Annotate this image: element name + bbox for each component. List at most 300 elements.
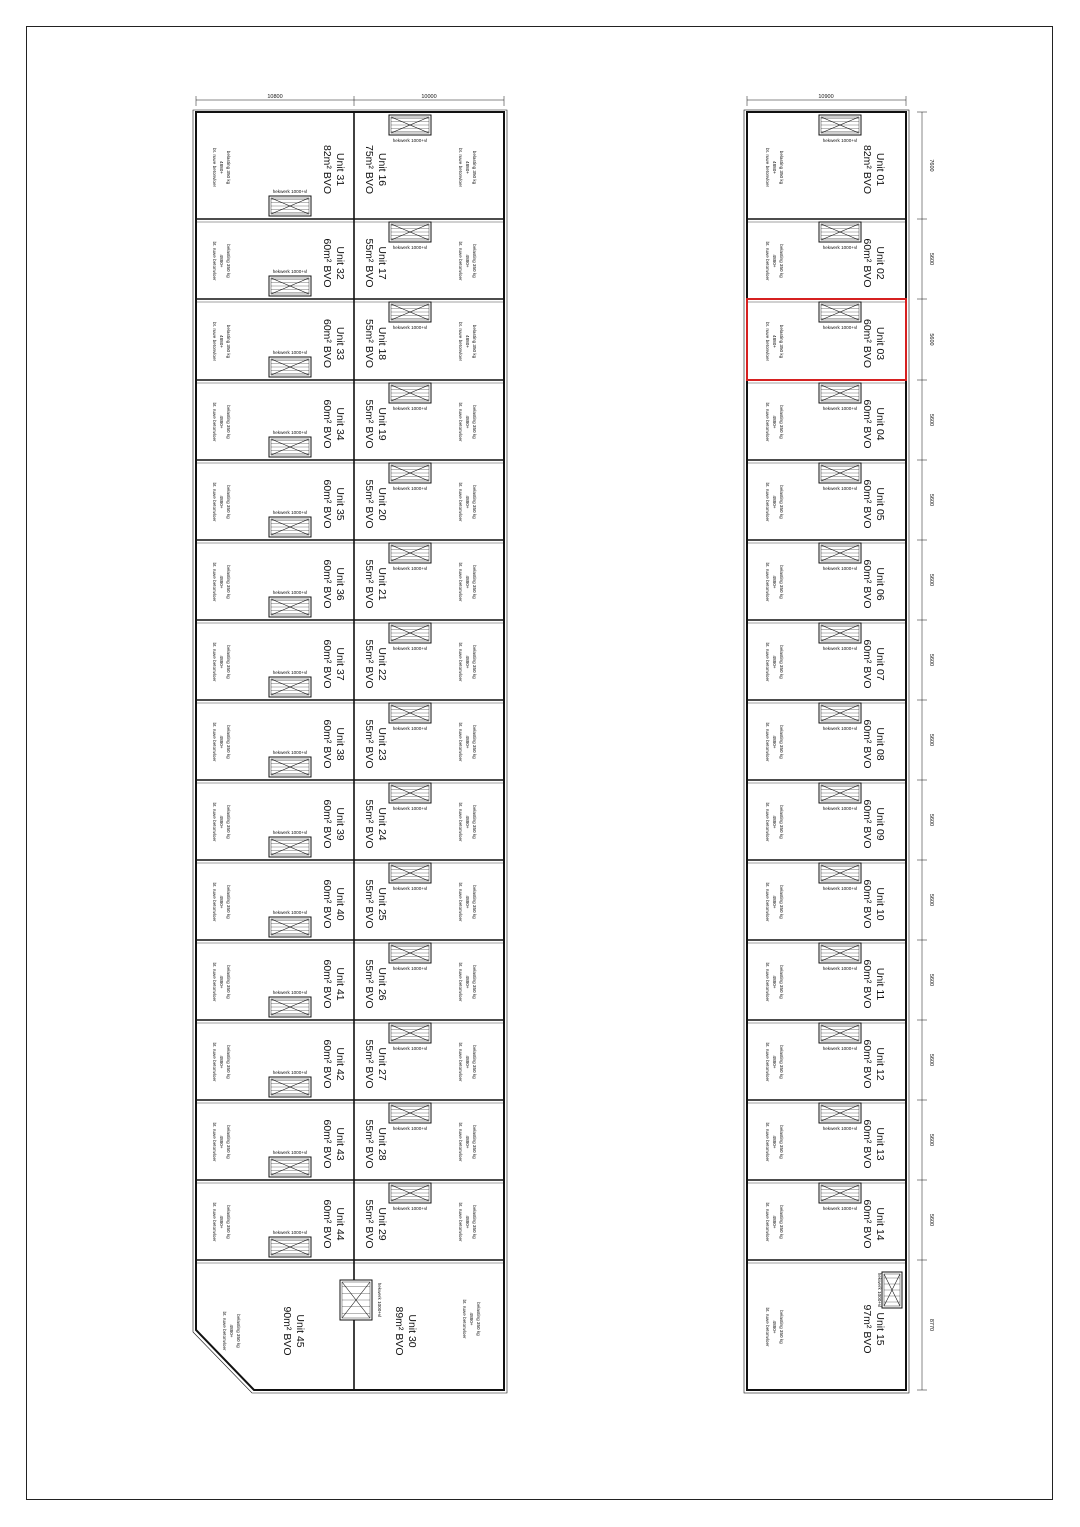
unit-name: Unit 26 <box>376 967 388 1001</box>
floor-note-line-2: 4880+ <box>772 1135 777 1149</box>
hatch-crate-icon <box>389 1103 431 1123</box>
unit-cell <box>363 1023 477 1089</box>
unit-cell <box>363 1103 477 1169</box>
dim-label-right-side: 5600 <box>928 493 934 507</box>
rail-note: hekwerk 1000+vl <box>272 189 308 194</box>
floor-note-line-1: bt. ruwe betonvloer <box>212 882 217 922</box>
unit-area: 60m² BVO <box>861 479 873 529</box>
hatch-crate-icon <box>819 623 861 643</box>
rail-note: hekwerk 1000+vl <box>822 966 858 971</box>
floor-note-line-3: belasting 350 kg <box>779 1310 784 1344</box>
rail-note: hekwerk 1000+vl <box>272 1230 308 1235</box>
floor-note-line-1: bt. ruwe betonvloer <box>458 321 463 362</box>
floor-note-line-3: belasting 350 kg <box>472 565 477 599</box>
unit-name: Unit 24 <box>376 807 388 841</box>
floor-note-line-2: 4880+ <box>219 1055 224 1069</box>
unit-name: Unit 35 <box>334 487 346 521</box>
floor-note-line-2: 4880+ <box>772 335 777 348</box>
unit-area: 60m² BVO <box>321 1119 333 1169</box>
unit-area: 60m² BVO <box>861 1199 873 1249</box>
unit-area: 55m² BVO <box>363 719 375 769</box>
unit-name: Unit 22 <box>376 647 388 681</box>
floor-note-line-1: bt. ruwe betonvloer <box>458 882 463 922</box>
hatch-crate-icon <box>389 1023 431 1043</box>
hatch-crate-icon <box>269 357 311 377</box>
unit-name: Unit 38 <box>334 727 346 761</box>
unit-cell <box>765 115 886 194</box>
rail-note: hekwerk 1000+vl <box>377 1282 382 1318</box>
dim-label-top-left-a: 10800 <box>267 94 283 100</box>
hatch-crate-icon <box>269 677 311 697</box>
unit-name: Unit 20 <box>376 487 388 521</box>
floor-note-line-3: belasting 350 kg <box>472 965 477 999</box>
unit-cell <box>765 383 886 449</box>
floor-note-line-3: belasting 350 kg <box>226 805 231 839</box>
rail-note: hekwerk 1000+vl <box>822 1046 858 1051</box>
unit-cell <box>212 145 346 216</box>
hatch-crate-icon <box>340 1280 372 1320</box>
unit-name: Unit 09 <box>874 807 886 841</box>
unit-name: Unit 04 <box>874 407 886 441</box>
floor-note-line-2: 4880+ <box>229 1324 234 1338</box>
unit-area: 60m² BVO <box>861 1119 873 1169</box>
floor-note-line-2: 4880+ <box>465 655 470 669</box>
floor-note-line-2: 4880+ <box>219 335 224 348</box>
hatch-crate-icon <box>389 703 431 723</box>
unit-area: 75m² BVO <box>363 144 375 195</box>
dim-label-right-side: 5600 <box>928 653 934 667</box>
unit-cell <box>212 959 346 1017</box>
floor-note-line-3: belasting 350 kg <box>472 725 477 759</box>
floor-note-line-3: belasting 350 kg <box>779 405 784 439</box>
unit-cell <box>765 1183 886 1249</box>
dim-label-right-side: 5600 <box>928 573 934 587</box>
unit-name: Unit 07 <box>874 647 886 681</box>
hatch-crate-icon <box>819 1103 861 1123</box>
hatch-crate-icon <box>819 1183 861 1203</box>
unit-area: 82m² BVO <box>321 144 333 195</box>
floor-note-line-1: bt. ruwe betonvloer <box>212 321 217 362</box>
rail-note: hekwerk 1000+vl <box>272 430 308 435</box>
unit-cell <box>212 719 346 777</box>
hatch-crate-icon <box>269 837 311 857</box>
hatch-crate-icon <box>269 437 311 457</box>
rail-note: hekwerk 1000+vl <box>392 1046 428 1051</box>
hatch-crate-icon <box>269 1237 311 1257</box>
floor-note-line-3: belasting 350 kg <box>226 1045 231 1079</box>
floor-note-line-2: 4880+ <box>772 161 777 174</box>
dim-label-right-side: 5600 <box>928 733 934 747</box>
unit-cell <box>212 238 346 296</box>
hatch-crate-icon <box>819 115 861 135</box>
floor-note-line-1: bt. ruwe betonvloer <box>458 562 463 602</box>
floor-note-line-2: 4880+ <box>465 735 470 749</box>
rail-note: hekwerk 1000+vl <box>822 406 858 411</box>
rail-note: hekwerk 1000+vl <box>272 1070 308 1075</box>
hatch-crate-icon <box>269 757 311 777</box>
dim-label-top-right: 10900 <box>818 94 834 100</box>
unit-name: Unit 45 <box>294 1314 306 1348</box>
unit-cell <box>363 623 477 689</box>
unit-area: 55m² BVO <box>363 559 375 609</box>
floor-note-line-3: belasting 350 kg <box>779 1045 784 1079</box>
floor-note-line-3: belasting 350 kg <box>779 150 784 185</box>
floor-note-line-2: 4880+ <box>772 575 777 589</box>
unit-cell <box>765 943 886 1009</box>
rail-note: hekwerk 1000+vl <box>272 750 308 755</box>
unit-area: 60m² BVO <box>861 318 873 369</box>
unit-cell <box>212 319 346 377</box>
unit-name: Unit 43 <box>334 1127 346 1161</box>
unit-cell <box>765 1023 886 1089</box>
unit-name: Unit 33 <box>334 326 346 361</box>
unit-cell <box>765 1272 902 1354</box>
unit-name: Unit 27 <box>376 1047 388 1081</box>
rail-note: hekwerk 1000+vl <box>392 886 428 891</box>
hatch-crate-icon <box>269 196 311 216</box>
floor-note-line-1: bt. ruwe betonvloer <box>212 482 217 522</box>
floor-note-line-1: bt. ruwe betonvloer <box>458 642 463 682</box>
floor-note-line-1: bt. ruwe betonvloer <box>765 1122 770 1162</box>
unit-cell <box>363 783 477 849</box>
floor-note-line-1: bt. ruwe betonvloer <box>212 402 217 442</box>
unit-area: 55m² BVO <box>363 879 375 929</box>
dim-label-top-left-b: 10000 <box>421 94 437 100</box>
floor-note-line-1: bt. ruwe betonvloer <box>212 1202 217 1242</box>
rail-note: hekwerk 1000+vl <box>392 138 428 143</box>
rail-note: hekwerk 1000+vl <box>392 566 428 571</box>
unit-cell <box>363 222 477 288</box>
floor-note-line-3: belasting 350 kg <box>779 565 784 599</box>
floor-note-line-3: belasting 350 kg <box>472 405 477 439</box>
hatch-crate-icon <box>389 863 431 883</box>
rail-note: hekwerk 1000+vl <box>392 406 428 411</box>
floor-note-line-2: 4880+ <box>772 415 777 429</box>
hatch-crate-icon <box>819 1023 861 1043</box>
floor-note-line-1: bt. ruwe betonvloer <box>458 1122 463 1162</box>
hatch-crate-icon <box>819 703 861 723</box>
floor-note-line-3: belasting 350 kg <box>472 244 477 278</box>
floor-note-line-3: belasting 350 kg <box>779 805 784 839</box>
rail-note: hekwerk 1000+vl <box>272 1150 308 1155</box>
floor-note-line-3: belasting 350 kg <box>226 324 231 359</box>
unit-name: Unit 12 <box>874 1047 886 1081</box>
floor-note-line-3: belasting 350 kg <box>226 405 231 439</box>
rail-note: hekwerk 1000+vl <box>392 245 428 250</box>
unit-name: Unit 28 <box>376 1127 388 1161</box>
unit-cell <box>363 463 477 529</box>
floor-note-line-3: belasting 350 kg <box>226 485 231 519</box>
floor-note-line-2: 4880+ <box>465 1055 470 1069</box>
rail-note: hekwerk 1000+vl <box>822 325 858 330</box>
floor-note-line-3: belasting 350 kg <box>472 150 477 185</box>
floor-note-line-3: belasting 350 kg <box>779 645 784 679</box>
hatch-crate-icon <box>269 997 311 1017</box>
unit-name: Unit 40 <box>334 887 346 921</box>
rail-note: hekwerk 1000+vl <box>392 966 428 971</box>
rail-note: hekwerk 1000+vl <box>392 1126 428 1131</box>
hatch-crate-icon <box>389 302 431 322</box>
floor-note-line-2: 4880+ <box>219 735 224 749</box>
floor-note-line-2: 4880+ <box>219 655 224 669</box>
floor-note-line-1: bt. ruwe betonvloer <box>458 1202 463 1242</box>
rail-note: hekwerk 1000+vl <box>392 486 428 491</box>
unit-name: Unit 16 <box>376 152 388 187</box>
rail-note: hekwerk 1000+vl <box>272 269 308 274</box>
floor-note-line-2: 4880+ <box>465 495 470 509</box>
unit-name: Unit 10 <box>874 887 886 921</box>
floor-note-line-2: 4880+ <box>465 575 470 589</box>
hatch-crate-icon <box>269 917 311 937</box>
floor-note-line-1: bt. ruwe betonvloer <box>212 722 217 762</box>
unit-name: Unit 01 <box>874 152 886 187</box>
unit-area: 55m² BVO <box>363 1119 375 1169</box>
floor-note-line-2: 4880+ <box>772 1320 777 1334</box>
dim-label-right-side: 5600 <box>928 413 934 427</box>
floor-note-line-3: belasting 350 kg <box>779 485 784 519</box>
rail-note: hekwerk 1000+vl <box>822 646 858 651</box>
rail-note: hekwerk 1000+vl <box>272 670 308 675</box>
hatch-crate-icon <box>389 383 431 403</box>
floor-note-line-3: belasting 350 kg <box>472 1205 477 1239</box>
unit-name: Unit 29 <box>376 1207 388 1241</box>
unit-name: Unit 13 <box>874 1127 886 1161</box>
floor-note-line-2: 4880+ <box>772 254 777 268</box>
unit-cell <box>212 559 346 617</box>
unit-cell <box>363 703 477 769</box>
hatch-crate-icon <box>389 115 431 135</box>
hatch-crate-icon <box>269 517 311 537</box>
unit-cell <box>212 1199 346 1257</box>
floor-note-line-1: bt. ruwe betonvloer <box>212 562 217 602</box>
floor-note-line-2: 4880+ <box>219 254 224 268</box>
floor-note-line-2: 4880+ <box>772 1055 777 1069</box>
floor-note-line-1: bt. ruwe betonvloer <box>462 1299 467 1339</box>
unit-area: 55m² BVO <box>363 238 375 288</box>
floor-note-line-3: belasting 350 kg <box>472 1125 477 1159</box>
floor-note-line-3: belasting 350 kg <box>472 1045 477 1079</box>
hatch-crate-icon <box>269 1077 311 1097</box>
hatch-crate-icon <box>882 1272 902 1308</box>
unit-cell <box>212 399 346 457</box>
rail-note: hekwerk 1000+vl <box>822 726 858 731</box>
unit-name: Unit 18 <box>376 326 388 361</box>
unit-cell <box>212 799 346 857</box>
floor-note-line-2: 4880+ <box>465 1215 470 1229</box>
floor-note-line-1: bt. ruwe betonvloer <box>458 1042 463 1082</box>
unit-name: Unit 11 <box>874 967 886 1001</box>
unit-area: 55m² BVO <box>363 1199 375 1249</box>
hatch-crate-icon <box>819 863 861 883</box>
unit-name: Unit 34 <box>334 407 346 441</box>
unit-area: 60m² BVO <box>861 559 873 609</box>
unit-cell <box>765 543 886 609</box>
unit-area: 60m² BVO <box>861 719 873 769</box>
unit-name: Unit 23 <box>376 727 388 761</box>
unit-cell <box>222 1306 306 1355</box>
unit-name: Unit 42 <box>334 1047 346 1081</box>
floor-note-line-2: 4880+ <box>465 815 470 829</box>
floor-note-line-1: bt. ruwe betonvloer <box>212 241 217 281</box>
unit-name: Unit 44 <box>334 1207 346 1241</box>
unit-name: Unit 32 <box>334 246 346 280</box>
rail-note: hekwerk 1000+vl <box>272 830 308 835</box>
unit-area: 60m² BVO <box>321 959 333 1009</box>
unit-name: Unit 39 <box>334 807 346 841</box>
unit-name: Unit 30 <box>406 1314 418 1348</box>
unit-name: Unit 06 <box>874 567 886 601</box>
unit-area: 60m² BVO <box>861 238 873 288</box>
floor-note-line-1: bt. ruwe betonvloer <box>458 241 463 281</box>
unit-area: 55m² BVO <box>363 1039 375 1089</box>
unit-name: Unit 17 <box>376 246 388 280</box>
unit-name: Unit 08 <box>874 727 886 761</box>
floor-note-line-1: bt. ruwe betonvloer <box>212 147 217 188</box>
floor-note-line-2: 4880+ <box>772 735 777 749</box>
rail-note: hekwerk 1000+vl <box>877 1272 882 1308</box>
hatch-crate-icon <box>269 597 311 617</box>
floor-note-line-3: belasting 350 kg <box>226 1125 231 1159</box>
unit-cell <box>212 879 346 937</box>
left-building-outline <box>196 112 504 1390</box>
floor-note-line-3: belasting 350 kg <box>226 150 231 185</box>
floor-note-line-1: bt. ruwe betonvloer <box>458 962 463 1002</box>
floor-note-line-1: bt. ruwe betonvloer <box>765 962 770 1002</box>
rail-note: hekwerk 1000+vl <box>822 886 858 891</box>
unit-area: 60m² BVO <box>321 399 333 449</box>
dim-label-right-side: 5600 <box>928 973 934 987</box>
floor-note-line-3: belasting 350 kg <box>226 244 231 278</box>
unit-cell <box>363 543 477 609</box>
floor-note-line-1: bt. ruwe betonvloer <box>765 1042 770 1082</box>
unit-area: 60m² BVO <box>861 799 873 849</box>
unit-cell <box>363 115 477 194</box>
unit-name: Unit 03 <box>874 326 886 361</box>
rail-note: hekwerk 1000+vl <box>272 590 308 595</box>
unit-area: 90m² BVO <box>281 1306 293 1356</box>
rail-note: hekwerk 1000+vl <box>822 138 858 143</box>
unit-area: 55m² BVO <box>363 479 375 529</box>
unit-area: 60m² BVO <box>321 1039 333 1089</box>
dim-label-right-side: 5600 <box>928 1213 934 1227</box>
floor-note-line-2: 4880+ <box>465 975 470 989</box>
unit-name: Unit 37 <box>334 647 346 681</box>
floor-note-line-2: 4880+ <box>465 254 470 268</box>
unit-name: Unit 02 <box>874 246 886 280</box>
unit-area: 60m² BVO <box>321 1199 333 1249</box>
rail-note: hekwerk 1000+vl <box>392 325 428 330</box>
floor-note-line-1: bt. ruwe betonvloer <box>765 402 770 442</box>
floor-note-line-1: bt. ruwe betonvloer <box>458 482 463 522</box>
floor-note-line-3: belasting 350 kg <box>226 1205 231 1239</box>
unit-cell <box>765 783 886 849</box>
unit-cell <box>363 1183 477 1249</box>
floor-note-line-1: bt. ruwe betonvloer <box>458 402 463 442</box>
unit-area: 60m² BVO <box>321 879 333 929</box>
unit-area: 55m² BVO <box>363 799 375 849</box>
floor-note-line-2: 4880+ <box>219 815 224 829</box>
dim-label-right-side: 7600 <box>928 159 934 172</box>
unit-cell <box>765 222 886 288</box>
rail-note: hekwerk 1000+vl <box>272 350 308 355</box>
unit-name: Unit 14 <box>874 1207 886 1241</box>
unit-cell <box>212 639 346 697</box>
floor-note-line-3: belasting 350 kg <box>472 645 477 679</box>
rail-note: hekwerk 1000+vl <box>392 806 428 811</box>
unit-area: 55m² BVO <box>363 639 375 689</box>
floor-note-line-1: bt. ruwe betonvloer <box>212 962 217 1002</box>
unit-name: Unit 36 <box>334 567 346 601</box>
unit-cell <box>765 623 886 689</box>
unit-name: Unit 05 <box>874 487 886 521</box>
floor-note-line-2: 4880+ <box>219 495 224 509</box>
unit-cell <box>363 383 477 449</box>
unit-name: Unit 31 <box>334 152 346 187</box>
unit-cell <box>212 479 346 537</box>
rail-note: hekwerk 1000+vl <box>392 726 428 731</box>
rail-note: hekwerk 1000+vl <box>272 910 308 915</box>
unit-cell <box>212 1119 346 1177</box>
floor-note-line-2: 4880+ <box>219 1215 224 1229</box>
floor-note-line-3: belasting 350 kg <box>472 485 477 519</box>
floor-note-line-2: 4880+ <box>772 1215 777 1229</box>
floor-note-line-3: belasting 350 kg <box>779 885 784 919</box>
floor-note-line-3: belasting 350 kg <box>779 244 784 278</box>
rail-note: hekwerk 1000+vl <box>822 806 858 811</box>
hatch-crate-icon <box>819 383 861 403</box>
unit-area: 55m² BVO <box>363 399 375 449</box>
floor-note-line-2: 4880+ <box>465 415 470 429</box>
floor-note-line-1: bt. ruwe betonvloer <box>458 147 463 188</box>
floor-note-line-2: 4880+ <box>219 1135 224 1149</box>
dim-label-right-side: 5600 <box>928 252 934 266</box>
floor-note-line-1: bt. ruwe betonvloer <box>212 1122 217 1162</box>
unit-name: Unit 19 <box>376 407 388 441</box>
hatch-crate-icon <box>389 543 431 563</box>
unit-area: 60m² BVO <box>861 879 873 929</box>
unit-area: 55m² BVO <box>363 318 375 369</box>
unit-area: 60m² BVO <box>861 639 873 689</box>
rail-note: hekwerk 1000+vl <box>392 646 428 651</box>
hatch-crate-icon <box>269 276 311 296</box>
floor-note-line-2: 4880+ <box>465 161 470 174</box>
hatch-crate-icon <box>819 302 861 322</box>
floor-note-line-1: bt. ruwe betonvloer <box>222 1311 227 1351</box>
hatch-crate-icon <box>819 463 861 483</box>
floor-note-line-1: bt. ruwe betonvloer <box>765 722 770 762</box>
hatch-crate-icon <box>819 783 861 803</box>
hatch-crate-icon <box>269 1157 311 1177</box>
floor-note-line-3: belasting 350 kg <box>779 725 784 759</box>
floor-note-line-3: belasting 350 kg <box>472 324 477 359</box>
unit-cell <box>363 863 477 929</box>
floor-note-line-1: bt. ruwe betonvloer <box>458 722 463 762</box>
dim-label-right-side: 5600 <box>928 333 934 346</box>
floor-note-line-1: bt. ruwe betonvloer <box>765 562 770 602</box>
floor-note-line-1: bt. ruwe betonvloer <box>765 1202 770 1242</box>
floor-note-line-2: 4880+ <box>465 895 470 909</box>
floor-note-line-2: 4880+ <box>219 575 224 589</box>
floor-note-line-2: 4880+ <box>219 895 224 909</box>
unit-cell <box>765 863 886 929</box>
unit-cell <box>765 703 886 769</box>
unit-area: 55m² BVO <box>363 959 375 1009</box>
unit-cell <box>765 302 886 368</box>
unit-area: 60m² BVO <box>321 639 333 689</box>
rail-note: hekwerk 1000+vl <box>822 245 858 250</box>
unit-area: 60m² BVO <box>321 559 333 609</box>
dim-label-right-side: 5600 <box>928 1133 934 1147</box>
